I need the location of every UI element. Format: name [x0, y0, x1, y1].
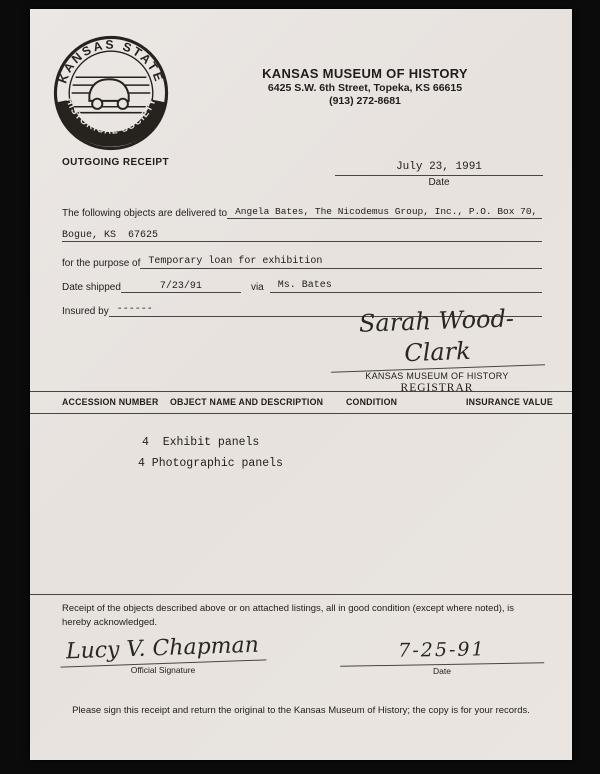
form-type-caption: OUTGOING RECEIPT [62, 157, 169, 168]
purpose-value: Temporary loan for exhibition [140, 256, 542, 269]
table-row: 4 Exhibit panels [142, 436, 260, 449]
date-label: Date [428, 177, 450, 188]
seal-arc-top-text: KANSAS STATE [55, 37, 167, 86]
letterhead [200, 66, 530, 109]
delivered-to-label: The following objects are delivered to [62, 208, 228, 219]
footer-note: Please sign this receipt and return the original to the Kansas Museum of History; the copy is for your records. [72, 705, 530, 716]
acknowledgement-date-label: Date [433, 665, 451, 676]
official-signature-value: Lucy V. Chapman [60, 632, 267, 668]
acknowledgement-date-value: 7-25-91 [340, 637, 544, 666]
purpose-label: for the purpose of [62, 258, 141, 269]
delivered-to-row [62, 206, 542, 219]
date-shipped-label: Date shipped [62, 282, 121, 293]
date-block [335, 161, 543, 188]
org-title: KANSAS MUSEUM OF HISTORY [262, 66, 468, 81]
seal-arc-bottom-text: HISTORICAL SOCIETY [64, 96, 158, 136]
delivered-to-row-2 [62, 230, 542, 242]
official-signature-label: Official Signature [130, 665, 196, 676]
col-header-condition: CONDITION [346, 397, 398, 407]
via-label: via [250, 282, 264, 293]
col-header-accession-number: ACCESSION NUMBER [62, 397, 159, 407]
acknowledgement-date-block [340, 639, 544, 676]
registrar-org: KANSAS MUSEUM OF HISTORY [365, 371, 509, 382]
acknowledgement-rule [30, 594, 572, 595]
covered-wagon-icon [89, 79, 128, 109]
table-header-rule [30, 413, 572, 414]
registrar-signature: Sarah Wood-Clark [329, 302, 545, 373]
insured-by-value: ------ [109, 304, 542, 317]
table-row: 4 Photographic panels [138, 457, 283, 470]
delivered-to-value-line1: Angela Bates, The Nicodemus Group, Inc., P.O. Box 70, [227, 206, 542, 219]
purpose-row [62, 256, 542, 269]
col-header-object-name: OBJECT NAME AND DESCRIPTION [170, 397, 324, 407]
date-shipped-row [62, 280, 542, 293]
via-value: Ms. Bates [270, 280, 542, 293]
date-shipped-value: 7/23/91 [121, 281, 241, 293]
col-header-insurance-value: INSURANCE VALUE [466, 397, 553, 407]
registrar-title: REGISTRAR [400, 382, 474, 395]
delivered-to-value-line2: Bogue, KS 67625 [62, 230, 542, 242]
org-address: 6425 S.W. 6th Street, Topeka, KS 66615 [267, 82, 463, 95]
insured-by-label: Insured by [62, 306, 109, 317]
official-signature-block [60, 632, 266, 676]
date-value: July 23, 1991 [335, 161, 543, 176]
historical-society-seal-icon [52, 34, 170, 152]
acknowledgement-text: Receipt of the objects described above or on attached listings, all in good condition (except where noted), is hereby acknowledged. [62, 603, 515, 628]
org-phone: (913) 272-8681 [329, 95, 401, 108]
receipt-document [30, 9, 572, 760]
table-top-rule [30, 391, 572, 392]
registrar-block [330, 306, 544, 394]
